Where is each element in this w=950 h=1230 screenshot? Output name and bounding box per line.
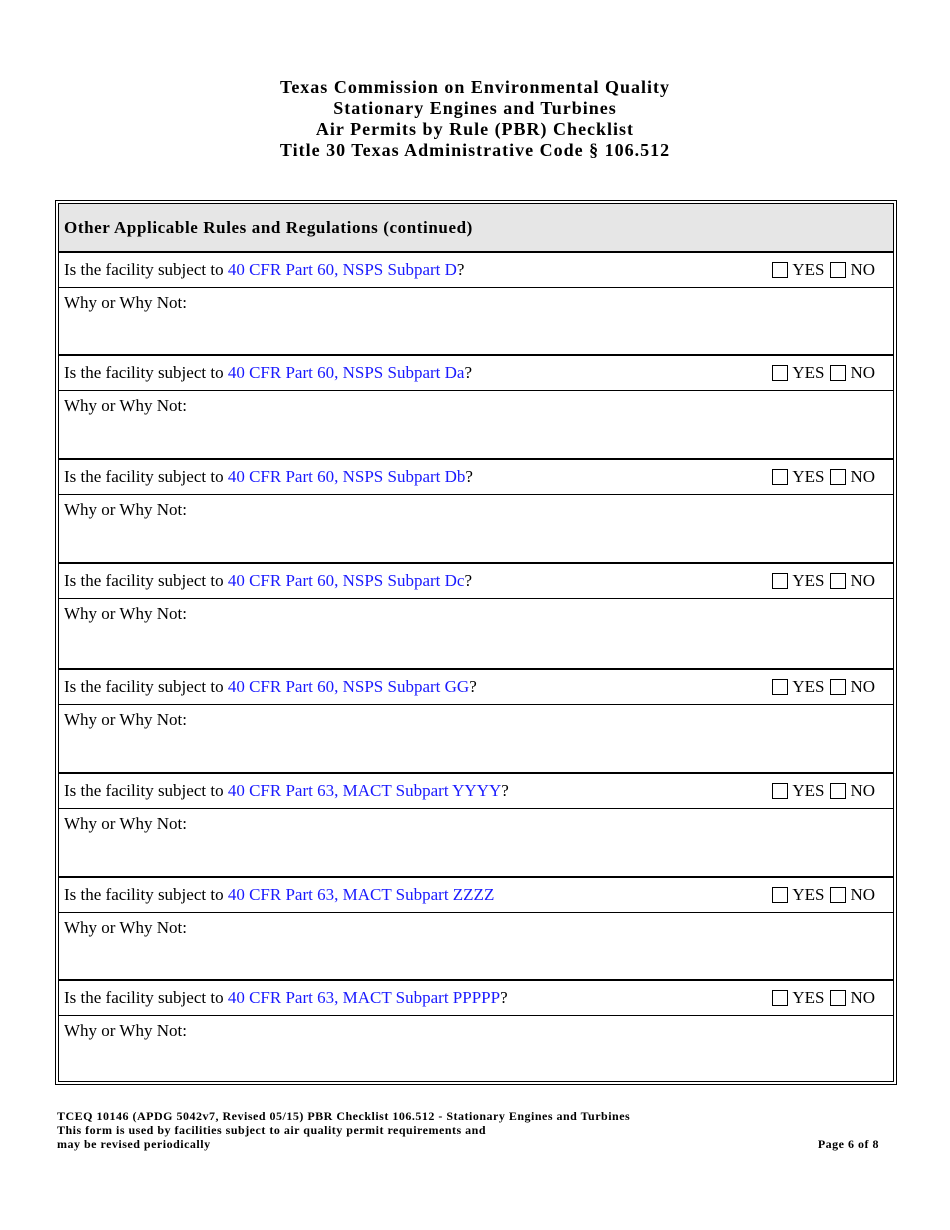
- why-or-why-not-field[interactable]: [59, 913, 893, 981]
- question-row: [59, 878, 893, 913]
- yes-checkbox[interactable]: [772, 365, 788, 381]
- yes-no-group: [772, 564, 875, 598]
- no-checkbox[interactable]: [830, 679, 846, 695]
- why-label: Why or Why Not:: [64, 814, 187, 833]
- question-row: [59, 981, 893, 1016]
- question-suffix: ?: [469, 677, 477, 696]
- no-label: NO: [850, 571, 875, 590]
- yes-no-group: [772, 774, 875, 808]
- no-label: NO: [850, 677, 875, 696]
- yes-label: YES: [792, 363, 825, 382]
- regulation-link[interactable]: 40 CFR Part 60, NSPS Subpart Dc: [227, 571, 465, 590]
- question-suffix: ?: [464, 571, 472, 590]
- why-label: Why or Why Not:: [64, 710, 187, 729]
- why-or-why-not-field[interactable]: [59, 809, 893, 878]
- question-suffix: ?: [465, 467, 473, 486]
- section-heading: Other Applicable Rules and Regulations (continued): [59, 204, 893, 253]
- yes-no-group: [772, 253, 875, 287]
- no-checkbox[interactable]: [830, 887, 846, 903]
- yes-no-group: [772, 460, 875, 494]
- yes-label: YES: [792, 781, 825, 800]
- why-label: Why or Why Not:: [64, 918, 187, 937]
- question-prefix: Is the facility subject to: [64, 781, 228, 800]
- no-label: NO: [850, 781, 875, 800]
- why-or-why-not-field[interactable]: [59, 391, 893, 460]
- regulation-link[interactable]: 40 CFR Part 60, NSPS Subpart Db: [227, 467, 466, 486]
- no-checkbox[interactable]: [830, 365, 846, 381]
- question-prefix: Is the facility subject to: [64, 571, 228, 590]
- yes-label: YES: [792, 571, 825, 590]
- question-prefix: Is the facility subject to: [64, 988, 228, 1007]
- no-label: NO: [850, 885, 875, 904]
- question-row: [59, 356, 893, 391]
- yes-checkbox[interactable]: [772, 469, 788, 485]
- question-row: [59, 460, 893, 495]
- no-label: NO: [850, 260, 875, 279]
- question-suffix: ?: [500, 988, 508, 1007]
- checklist-table: [55, 200, 897, 1085]
- header-form-title: Air Permits by Rule (PBR) Checklist: [315, 119, 635, 139]
- page-number: Page 6 of 8: [817, 1137, 879, 1151]
- why-label: Why or Why Not:: [64, 604, 187, 623]
- no-checkbox[interactable]: [830, 990, 846, 1006]
- question-row: [59, 670, 893, 705]
- footer-note-2: may be revised periodically: [57, 1137, 211, 1151]
- regulation-link[interactable]: 40 CFR Part 63, MACT Subpart PPPPP: [227, 988, 501, 1007]
- yes-label: YES: [792, 988, 825, 1007]
- page-footer: [57, 1109, 879, 1151]
- regulation-link[interactable]: 40 CFR Part 63, MACT Subpart ZZZZ: [227, 885, 495, 904]
- why-or-why-not-field[interactable]: [59, 495, 893, 564]
- question-suffix: ?: [456, 260, 465, 279]
- yes-checkbox[interactable]: [772, 783, 788, 799]
- yes-label: YES: [792, 677, 825, 696]
- yes-label: YES: [792, 467, 825, 486]
- question-row: [59, 564, 893, 599]
- checklist-table-inner: [58, 203, 894, 1082]
- yes-label: YES: [792, 260, 825, 279]
- form-header: [0, 77, 950, 161]
- question-suffix: ?: [501, 781, 509, 800]
- yes-no-group: [772, 356, 875, 390]
- yes-checkbox[interactable]: [772, 887, 788, 903]
- footer-note-1: This form is used by facilities subject to air quality permit requirements and: [57, 1123, 486, 1137]
- no-checkbox[interactable]: [830, 783, 846, 799]
- no-label: NO: [850, 988, 875, 1007]
- why-label: Why or Why Not:: [64, 396, 187, 415]
- question-prefix: Is the facility subject to: [64, 885, 228, 904]
- header-agency: Texas Commission on Environmental Quality: [279, 77, 671, 97]
- yes-checkbox[interactable]: [772, 573, 788, 589]
- why-label: Why or Why Not:: [64, 1021, 187, 1040]
- yes-checkbox[interactable]: [772, 679, 788, 695]
- yes-checkbox[interactable]: [772, 262, 788, 278]
- no-checkbox[interactable]: [830, 469, 846, 485]
- no-label: NO: [850, 363, 875, 382]
- no-checkbox[interactable]: [830, 573, 846, 589]
- regulation-link[interactable]: 40 CFR Part 60, NSPS Subpart GG: [227, 677, 470, 696]
- header-code: Title 30 Texas Administrative Code § 106.512: [279, 140, 671, 160]
- regulation-link[interactable]: 40 CFR Part 63, MACT Subpart YYYY: [227, 781, 502, 800]
- why-or-why-not-field[interactable]: [59, 599, 893, 670]
- question-prefix: Is the facility subject to: [64, 363, 228, 382]
- yes-no-group: [772, 670, 875, 704]
- yes-label: YES: [792, 885, 825, 904]
- regulation-link[interactable]: 40 CFR Part 60, NSPS Subpart D: [227, 260, 457, 279]
- why-or-why-not-field[interactable]: [59, 1016, 893, 1085]
- regulation-link[interactable]: 40 CFR Part 60, NSPS Subpart Da: [227, 363, 465, 382]
- question-prefix: Is the facility subject to: [64, 677, 228, 696]
- yes-no-group: [772, 981, 875, 1015]
- no-label: NO: [850, 467, 875, 486]
- header-subject: Stationary Engines and Turbines: [333, 98, 617, 118]
- footer-form-id: TCEQ 10146 (APDG 5042v7, Revised 05/15) PBR Checklist 106.512 - Stationary Engines and Turbines: [57, 1109, 631, 1123]
- question-row: [59, 253, 893, 288]
- why-or-why-not-field[interactable]: [59, 705, 893, 774]
- why-label: Why or Why Not:: [64, 500, 187, 519]
- why-label: Why or Why Not:: [64, 293, 187, 312]
- question-prefix: Is the facility subject to: [64, 260, 228, 279]
- no-checkbox[interactable]: [830, 262, 846, 278]
- question-prefix: Is the facility subject to: [64, 467, 228, 486]
- why-or-why-not-field[interactable]: [59, 288, 893, 356]
- yes-checkbox[interactable]: [772, 990, 788, 1006]
- yes-no-group: [772, 878, 875, 912]
- question-suffix: ?: [464, 363, 472, 382]
- question-row: [59, 774, 893, 809]
